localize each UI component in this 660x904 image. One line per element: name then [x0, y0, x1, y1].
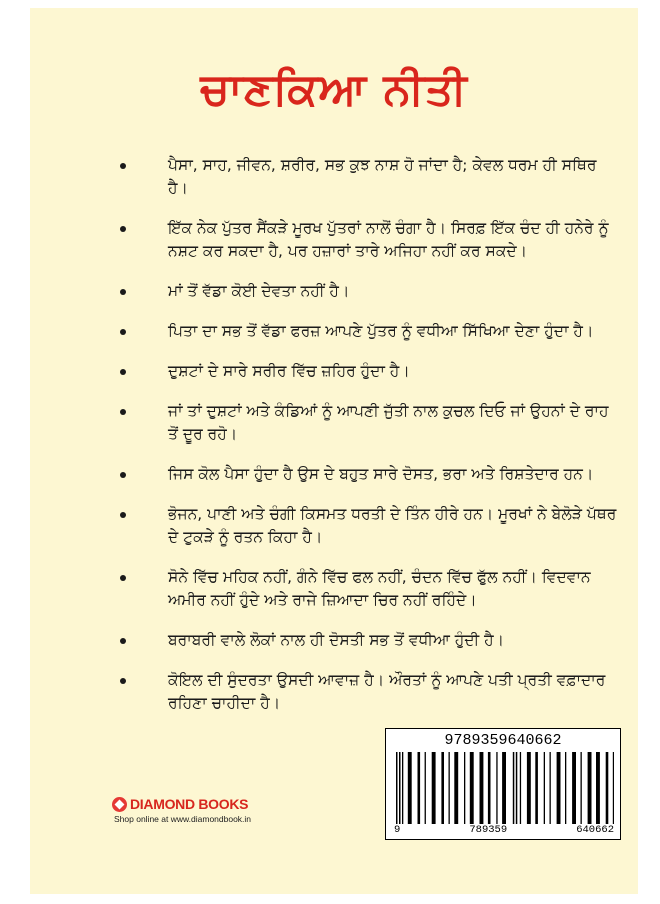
barcode-bar	[470, 752, 474, 824]
barcode-bar	[581, 752, 582, 824]
publisher-logo	[112, 796, 312, 812]
barcode-bars	[394, 752, 614, 834]
publisher-block	[112, 796, 312, 824]
publisher-name: DIAMOND BOOKS	[130, 796, 249, 812]
barcode-bar	[520, 752, 521, 824]
bullet-icon	[120, 369, 126, 375]
barcode-bar	[535, 752, 538, 824]
quote-item	[120, 400, 620, 446]
barcode-bar	[527, 752, 531, 824]
isbn-number: 9789359640662	[444, 732, 562, 749]
quote-text: ਸੋਨੇ ਵਿੱਚ ਮਹਿਕ ਨਹੀਂ, ਗੰਨੇ ਵਿੱਚ ਫਲ ਨਹੀਂ, ਚੰਦਨ ਵਿੱਚ ਫੁੱਲ ਨਹੀਂ। ਵਿਦਵਾਨ ਅਮੀਰ ਨਹੀਂ ਹੁੰਦੇ ਅਤੇ ਰਾਜੇ ਜ਼ਿਆਦਾ ਚਿਰ ਨਹੀਂ ਰਹਿੰਦੇ।	[168, 568, 591, 609]
barcode-bar	[449, 752, 450, 824]
isbn-digit-group: 789359	[469, 824, 508, 836]
quote-item	[120, 566, 620, 612]
quote-text: ਜਿਸ ਕੋਲ ਪੈਸਾ ਹੁੰਦਾ ਹੈ ਉਸ ਦੇ ਬਹੁਤ ਸਾਰੇ ਦੋਸਤ, ਭਰਾ ਅਤੇ ਰਿਸ਼ਤੇਦਾਰ ਹਨ।	[168, 465, 594, 483]
barcode-bar	[565, 752, 566, 824]
barcode-bar	[606, 752, 609, 824]
diamond-logo-icon	[112, 797, 127, 812]
quote-item	[120, 320, 620, 343]
quote-item	[120, 629, 620, 652]
quote-text: ਮਾਂ ਤੋਂ ਵੱਡਾ ਕੋਈ ਦੇਵਤਾ ਨਹੀਂ ਹੈ।	[168, 282, 350, 300]
barcode-bar	[480, 752, 484, 824]
barcode-bar	[464, 752, 465, 824]
barcode-bar	[432, 752, 436, 824]
quote-text: ਕੋਇਲ ਦੀ ਸੁੰਦਰਤਾ ਉਸਦੀ ਆਵਾਜ਼ ਹੈ। ਔਰਤਾਂ ਨੂੰ ਆਪਣੇ ਪਤੀ ਪ੍ਰਤੀ ਵਫ਼ਾਦਾਰ ਰਹਿਣਾ ਚਾਹੀਦਾ ਹੈ।	[168, 671, 606, 712]
back-cover	[30, 8, 638, 894]
bullet-icon	[120, 329, 126, 335]
quote-item	[120, 463, 620, 486]
barcode-bar	[488, 752, 491, 824]
barcode-bar	[596, 752, 600, 824]
quote-text: ਦੁਸ਼ਟਾਂ ਦੇ ਸਾਰੇ ਸਰੀਰ ਵਿੱਚ ਜ਼ਹਿਰ ਹੁੰਦਾ ਹੈ।	[168, 362, 410, 380]
quote-text: ਜਾਂ ਤਾਂ ਦੁਸ਼ਟਾਂ ਅਤੇ ਕੰਡਿਆਂ ਨੂੰ ਆਪਣੀ ਜੁੱਤੀ ਨਾਲ ਕੁਚਲ ਦਿਓ ਜਾਂ ਉਹਨਾਂ ਦੇ ਰਾਹ ਤੋਂ ਦੂਰ ਰਹੋ।	[168, 402, 609, 443]
bullet-icon	[120, 512, 126, 518]
quote-item	[120, 360, 620, 383]
bullet-icon	[120, 472, 126, 478]
barcode-bar	[544, 752, 545, 824]
barcode-bar	[399, 752, 401, 834]
isbn-barcode	[385, 728, 621, 840]
barcode-bar	[502, 752, 506, 824]
isbn-digit-group: 640662	[576, 824, 614, 836]
quote-item	[120, 154, 620, 200]
book-title: ਚਾਣਕਿਆ ਨੀਤੀ	[200, 64, 468, 115]
barcode-bar	[425, 752, 426, 824]
quote-item	[120, 503, 620, 549]
barcode-bar	[550, 752, 551, 824]
barcode-bar	[513, 752, 515, 834]
barcode-bar	[588, 752, 592, 824]
quote-text: ਬਰਾਬਰੀ ਵਾਲੇ ਲੋਕਾਂ ਨਾਲ ਹੀ ਦੋਸਤੀ ਸਭ ਤੋਂ ਵਧੀਆ ਹੁੰਦੀ ਹੈ।	[168, 631, 505, 649]
bullet-icon	[120, 289, 126, 295]
quote-text: ਇੱਕ ਨੇਕ ਪੁੱਤਰ ਸੈਂਕੜੇ ਮੂਰਖ ਪੁੱਤਰਾਂ ਨਾਲੋਂ ਚੰਗਾ ਹੈ। ਸਿਰਫ਼ ਇੱਕ ਚੰਦ ਹੀ ਹਨੇਰੇ ਨੂੰ ਨਸ਼ਟ ਕਰ ਸਕਦਾ ਹੈ, ਪਰ ਹਜ਼ਾਰਾਂ ਤਾਰੇ ਅਜਿਹਾ ਨਹੀਂ ਕਰ ਸਕਦੇ।	[168, 219, 609, 260]
barcode-bar	[408, 752, 412, 824]
quote-text: ਪਿਤਾ ਦਾ ਸਭ ਤੋਂ ਵੱਡਾ ਫਰਜ਼ ਆਪਣੇ ਪੁੱਤਰ ਨੂੰ ਵਧੀਆ ਸਿੱਖਿਆ ਦੇਣਾ ਹੁੰਦਾ ਹੈ।	[168, 322, 594, 340]
quote-item	[120, 280, 620, 303]
barcode-bar	[496, 752, 497, 824]
barcode-bar	[572, 752, 576, 824]
bullet-icon	[120, 163, 126, 169]
quote-item	[120, 669, 620, 715]
barcode-bar	[394, 752, 401, 836]
bullet-icon	[120, 575, 126, 581]
isbn-digit-group: 9	[394, 824, 401, 836]
barcode-bar	[418, 752, 421, 824]
shop-online-text: Shop online at www.diamondbook.in	[114, 814, 252, 824]
quote-text: ਭੋਜਨ, ਪਾਣੀ ਅਤੇ ਚੰਗੀ ਕਿਸਮਤ ਧਰਤੀ ਦੇ ਤਿੰਨ ਹੀਰੇ ਹਨ। ਮੂਰਖਾਂ ਨੇ ਬੇਲੋੜੇ ਪੱਥਰ ਦੇ ਟੁਕੜੇ ਨੂੰ ਰਤਨ ਕਿਹਾ ਹੈ।	[168, 505, 617, 546]
quote-text: ਪੈਸਾ, ਸਾਹ, ਜੀਵਨ, ਸ਼ਰੀਰ, ਸਭ ਕੁਝ ਨਾਸ਼ ਹੋ ਜਾਂਦਾ ਹੈ; ਕੇਵਲ ਧਰਮ ਹੀ ਸਥਿਰ ਹੈ।	[168, 156, 597, 197]
barcode-bar	[516, 752, 518, 834]
bullet-icon	[120, 638, 126, 644]
bullet-icon	[120, 226, 126, 232]
bullet-icon	[120, 409, 126, 415]
quote-list	[120, 154, 620, 732]
bullet-icon	[120, 678, 126, 684]
isbn-digits	[394, 824, 614, 836]
quote-item	[120, 217, 620, 263]
barcode-bar	[402, 752, 403, 824]
barcode-bar	[441, 752, 444, 824]
barcode-bar	[613, 752, 614, 834]
barcode-bar	[454, 752, 458, 824]
barcode-bar	[557, 752, 561, 824]
